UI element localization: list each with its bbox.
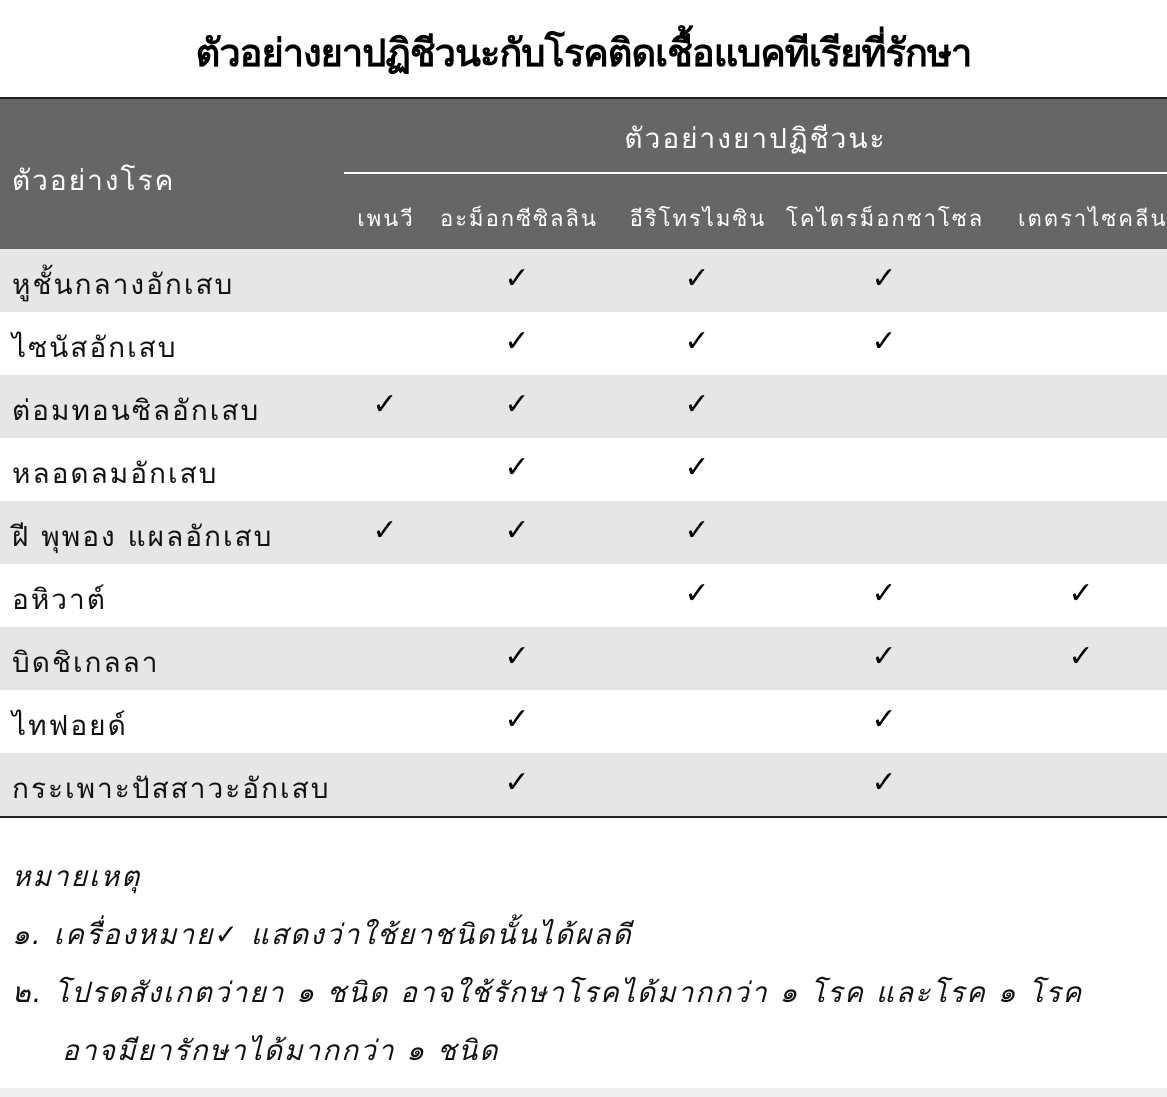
footer-band: [0, 1088, 1167, 1097]
checkmark-icon: ✓: [504, 387, 530, 422]
checkmark-icon: ✓: [504, 513, 530, 548]
disease-name: ไซนัสอักเสบ: [12, 331, 178, 364]
checkmark-icon: ✓: [504, 702, 530, 737]
drug-header-erythromycin: อีริโทรไมซิน: [629, 207, 767, 232]
disease-name: กระเพาะปัสสาวะอักเสบ: [12, 772, 331, 805]
table-row: [0, 501, 1167, 564]
drug-header-penv: เพนวี: [357, 207, 415, 232]
page-title: ตัวอย่างยาปฏิชีวนะกับโรคติดเชื้อแบคทีเรียที่รักษา: [195, 31, 972, 75]
note-line-2: ๒. โปรดสังเกตว่ายา ๑ ชนิด อาจใช้รักษาโรคได้มากกว่า ๑ โรค และโรค ๑ โรค: [12, 976, 1084, 1009]
checkmark-icon: ✓: [372, 513, 398, 548]
checkmark-icon: ✓: [871, 576, 897, 611]
disease-column-header: ตัวอย่างโรค: [12, 164, 176, 197]
checkmark-icon: ✓: [871, 261, 897, 296]
checkmark-icon: ✓: [684, 513, 710, 548]
header-divider: [344, 172, 1167, 174]
notes-heading: หมายเหตุ: [12, 860, 142, 893]
notes-section: [12, 855, 1083, 1087]
table-row: [0, 753, 1167, 816]
checkmark-icon: ✓: [1068, 576, 1094, 611]
disease-name: ต่อมทอนซิลอักเสบ: [12, 394, 261, 427]
checkmark-icon: ✓: [504, 639, 530, 674]
table-row: [0, 438, 1167, 501]
checkmark-icon: ✓: [504, 450, 530, 485]
table-row: [0, 375, 1167, 438]
disease-name: บิดชิเกลลา: [12, 646, 160, 679]
table-row: [0, 627, 1167, 690]
table-header: [0, 99, 1167, 249]
disease-name: ฝี พุพอง แผลอักเสบ: [12, 520, 274, 553]
note-line-1: ๑. เครื่องหมาย✓ แสดงว่าใช้ยาชนิดนั้นได้ผลดี: [12, 918, 633, 951]
table-row: [0, 312, 1167, 375]
checkmark-icon: ✓: [871, 702, 897, 737]
checkmark-icon: ✓: [372, 387, 398, 422]
antibiotic-table: [0, 97, 1167, 818]
checkmark-icon: ✓: [504, 261, 530, 296]
checkmark-icon: ✓: [1068, 639, 1094, 674]
checkmark-icon: ✓: [684, 261, 710, 296]
disease-name: อหิวาต์: [12, 583, 107, 616]
antibiotic-group-header: ตัวอย่างยาปฏิชีวนะ: [624, 122, 887, 155]
table-row: [0, 564, 1167, 627]
disease-name: ไทฟอยด์: [12, 709, 128, 742]
drug-header-cotrimoxazole: โคไตรม็อกซาโซล: [786, 207, 985, 232]
drug-header-amoxicillin: อะม็อกซีซิลลิน: [440, 207, 598, 232]
checkmark-icon: ✓: [684, 324, 710, 359]
checkmark-icon: ✓: [504, 324, 530, 359]
table-body: [0, 249, 1167, 816]
disease-name: หลอดลมอักเสบ: [12, 457, 219, 490]
checkmark-icon: ✓: [871, 639, 897, 674]
checkmark-icon: ✓: [684, 387, 710, 422]
table-row: [0, 690, 1167, 753]
table-row: [0, 249, 1167, 312]
checkmark-icon: ✓: [684, 450, 710, 485]
checkmark-icon: ✓: [871, 765, 897, 800]
checkmark-icon: ✓: [684, 576, 710, 611]
drug-header-tetracycline: เตตราไซคลีน: [1018, 207, 1167, 232]
note-line-3: อาจมียารักษาได้มากกว่า ๑ ชนิด: [62, 1034, 500, 1067]
checkmark-icon: ✓: [504, 765, 530, 800]
checkmark-icon: ✓: [871, 324, 897, 359]
disease-name: หูชั้นกลางอักเสบ: [12, 268, 235, 301]
